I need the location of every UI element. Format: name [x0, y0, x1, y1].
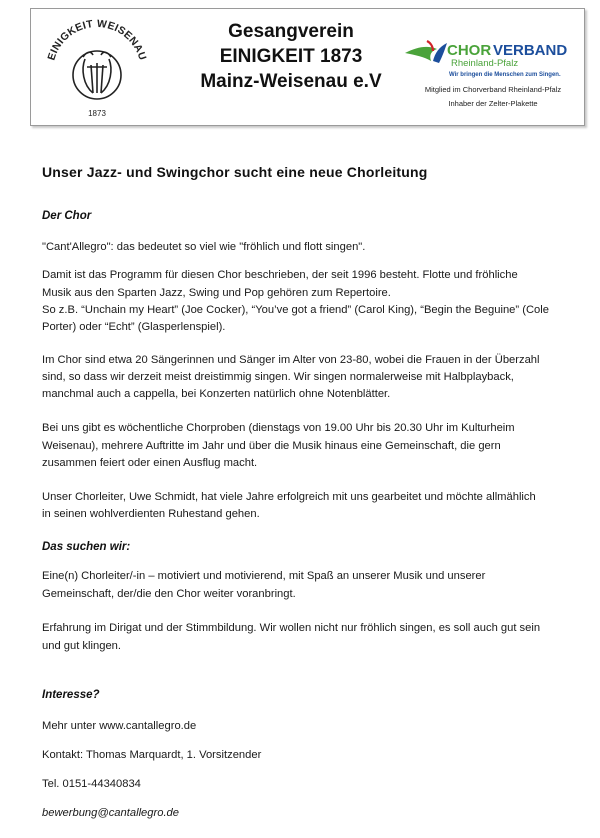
email-line: bewerbung@cantallegro.de [42, 807, 179, 819]
chor-paragraph-line: "Cant'Allegro": das bedeutet so viel wie "fröhlich und flott singen". [42, 241, 366, 253]
title-line-3: Mainz-Weisenau e.V [200, 71, 382, 92]
chor-paragraph-line: zusammen feiert oder einen Ausflug macht. [42, 457, 258, 469]
section-heading-chor: Der Chor [42, 210, 92, 222]
suchen-paragraph-line: und gut klingen. [42, 640, 121, 652]
phone-line: Tel. 0151-44340834 [42, 778, 141, 790]
chor-paragraph-line: Unser Chorleiter, Uwe Schmidt, hat viele Jahre erfolgreich mit uns gearbeitet und möchte allmählich [42, 491, 536, 503]
chor-paragraph-line: Weisenau), mehrere Auftritte im Jahr und über die Musik hinaus eine Gemeinschaft, die gern [42, 440, 501, 452]
membership-info [403, 83, 583, 111]
chor-paragraph-line: Damit ist das Programm für diesen Chor beschrieben, der seit 1996 besteht. Flotte und fröhliche [42, 269, 518, 281]
chor-paragraph-line: manchmal auch a cappella, bei Konzerten natürlich ohne Notenblätter. [42, 388, 391, 400]
section-heading-interesse: Interesse? [42, 689, 100, 701]
letterhead [30, 8, 585, 126]
chor-paragraph-line: in seinen wohlverdienten Ruhestand gehen. [42, 508, 260, 520]
chorverband-name-part2: VERBAND [493, 42, 568, 59]
logo-year: 1873 [88, 109, 106, 118]
membership-line-1: Mitglied im Chorverband Rheinland-Pfalz [424, 85, 562, 94]
chorverband-name-part1: CHOR [447, 42, 492, 59]
suchen-paragraph-line: Erfahrung im Dirigat und der Stimmbildung. Wir wollen nicht nur fröhlich singen, es soll auch gut sein [42, 622, 541, 634]
club-logo [37, 13, 157, 121]
contact-line: Kontakt: Thomas Marquardt, 1. Vorsitzender [42, 749, 262, 761]
chor-paragraph-line: Bei uns gibt es wöchentliche Chorproben (dienstags von 19.00 Uhr bis 20.30 Uhr im Kulturheim [42, 422, 515, 434]
title-line-2: EINIGKEIT 1873 [219, 46, 363, 67]
chor-paragraph-line: Musik aus den Sparten Jazz, Swing und Pop gehören zum Repertoire. [42, 287, 391, 299]
chor-paragraph-line: So z.B. “Unchain my Heart” (Joe Cocker), “You’ve got a friend” (Carol King), “Begin the Beguine” (Cole [42, 304, 549, 316]
chorverband-slogan: Wir bringen die Menschen zum Singen. [449, 72, 561, 78]
section-heading-suchen: Das suchen wir: [42, 541, 131, 553]
chor-paragraph-line: Porter) oder “Echt” (Glasperlenspiel). [42, 321, 226, 333]
lyre-icon [73, 51, 121, 99]
chorverband-region: Rheinland-Pfalz [451, 58, 519, 69]
more-info-line: Mehr unter www.cantallegro.de [42, 720, 197, 732]
logo-ring-text: EINIGKEIT WEISENAU [45, 17, 149, 62]
bird-swoosh-icon [405, 41, 447, 63]
suchen-paragraph-line: Eine(n) Chorleiter/-in – motiviert und motivierend, mit Spaß an unserer Musik und unserer [42, 570, 486, 582]
title-line-1: Gesangverein [228, 21, 354, 42]
chor-paragraph-line: Im Chor sind etwa 20 Sängerinnen und Sänger im Alter von 23-80, wobei die Frauen in der Überzahl [42, 354, 540, 366]
chor-paragraph-line: sind, so dass wir derzeit meist dreistimmig singen. Wir singen normalerweise mit Halbplayback, [42, 371, 514, 383]
chorverband-logo [403, 31, 583, 81]
headline: Unser Jazz- und Swingchor sucht eine neue Chorleitung [42, 164, 428, 180]
club-title [171, 19, 411, 94]
membership-line-2: Inhaber der Zelter-Plakette [448, 99, 538, 108]
suchen-paragraph-line: Gemeinschaft, der/die den Chor weiter voranbringt. [42, 588, 296, 600]
